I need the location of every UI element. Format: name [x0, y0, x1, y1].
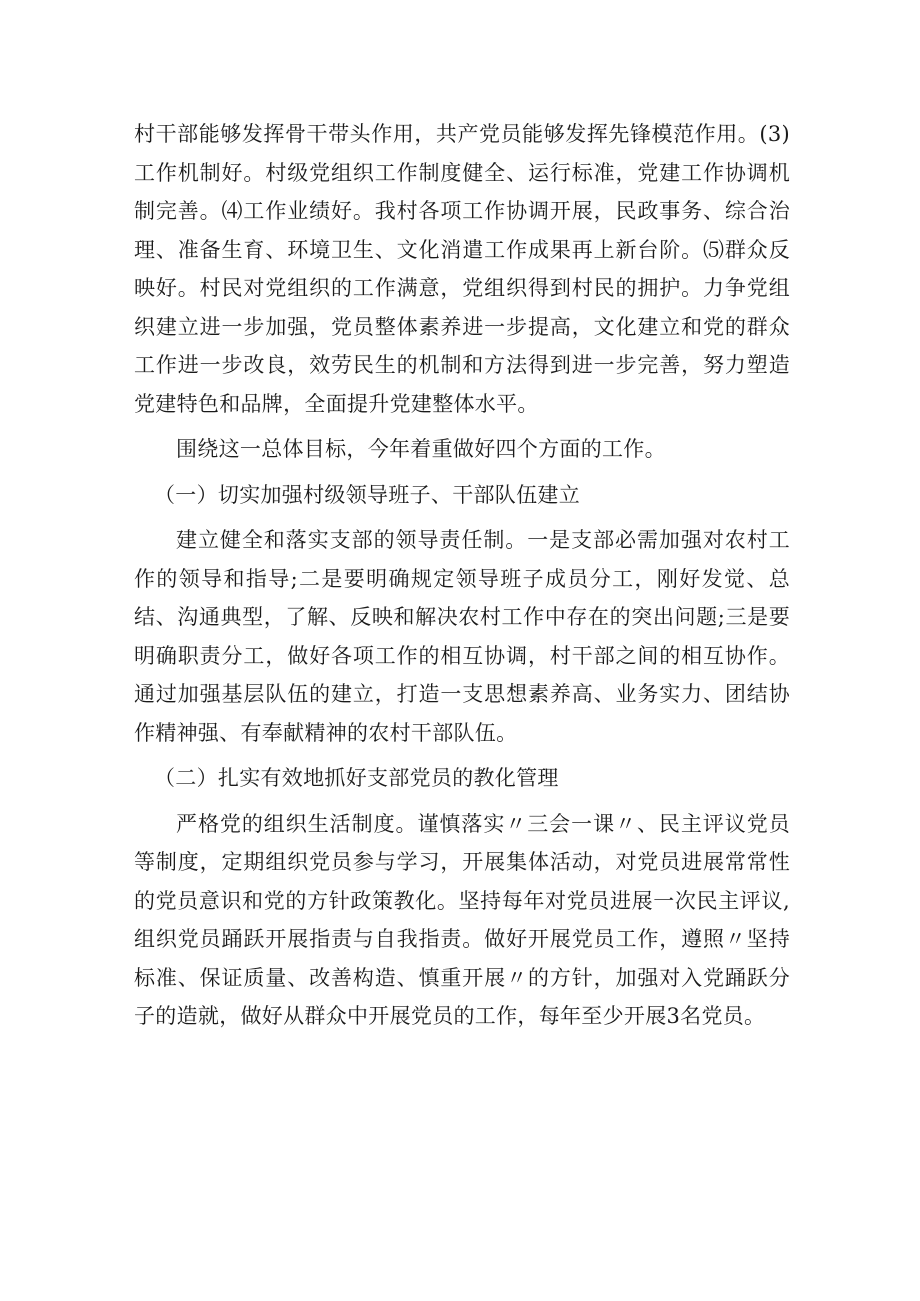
paragraph-continuation: 村干部能够发挥骨干带头作用，共产党员能够发挥先锋模范作用。(3)工作机制好。村级党组织工作制度健全、运行标准，党建工作协调机制完善。⑷工作业绩好。我村各项工作协调开展，民政事务、综合治理、准备生育、环境卫生、文化消遣工作成果再上新台阶。⑸群众反映好。村民对党组织的工作满意，党组织得到村民的拥护。力争党组织建立进一步加强，党员整体素养进一步提高，文化建立和党的群众工作进一步改良，效劳民生的机制和方法得到进一步完善，努力塑造党建特色和品牌，全面提升党建整体水平。 [134, 122, 790, 416]
section-heading-2: （二）扎实有效地抓好支部党员的教化管理 [154, 766, 559, 790]
section-heading-1: （一）切实加强村级领导班子、干部队伍建立 [154, 482, 580, 507]
paragraph-section-1: 建立健全和落实支部的领导责任制。一是支部必需加强对农村工作的领导和指导;二是要明确规定领导班子成员分工，刚好发觉、总结、沟通典型，了解、反映和解决农村工作中存在的突出问题;三是要明确职责分工，做好各项工作的相互协调，村干部之间的相互协作。通过加强基层队伍的建立，打造一支思想素养高、业务实力、团结协作精神强、有奉献精神的农村干部队伍。 [134, 528, 790, 745]
paragraph-overall-goal: 围绕这一总体目标，今年着重做好四个方面的工作。 [176, 437, 666, 461]
paragraph-section-2: 严格党的组织生活制度。谨慎落实〃三会一课〃、民主评议党员等制度，定期组织党员参与学习，开展集体活动，对党员进展常常性的党员意识和党的方针政策教化。坚持每年对党员进展一次民主评议,组织党员踊跃开展指责与自我指责。做好开展党员工作，遵照〃坚持标准、保证质量、改善构造、慎重开展〃的方针，加强对入党踊跃分子的造就，做好从群众中开展党员的工作，每年至少开展3名党员。 [134, 811, 790, 1028]
document-body [134, 115, 790, 1036]
